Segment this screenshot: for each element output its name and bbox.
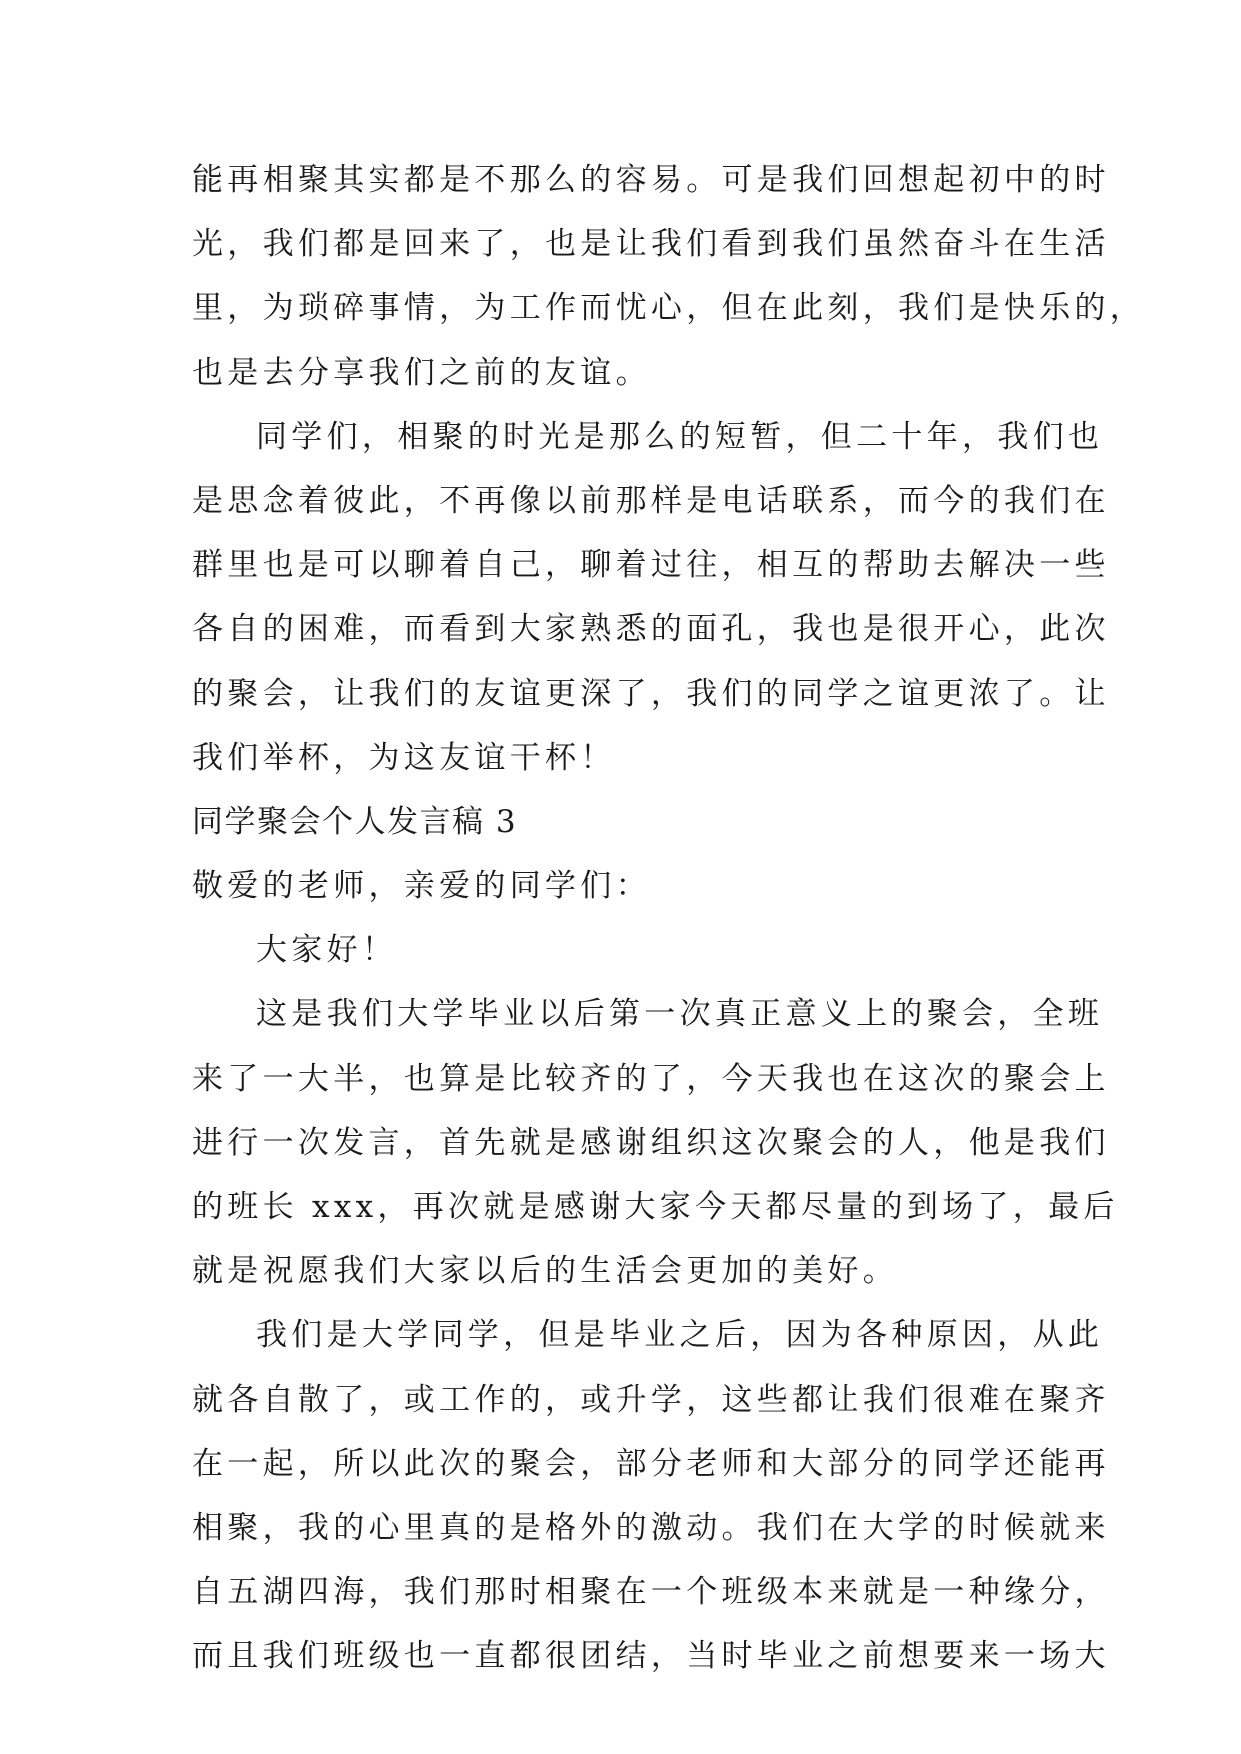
section-heading: 同学聚会个人发言稿 3 bbox=[192, 803, 518, 840]
text-line: 就各自散了，或工作的，或升学，这些都让我们很难在聚齐 bbox=[192, 1381, 1110, 1418]
paragraph-start-line: 这是我们大学毕业以后第一次真正意义上的聚会，全班 bbox=[256, 996, 1104, 1033]
text-line: 我们举杯，为这友谊干杯！ bbox=[192, 739, 616, 776]
text-line: 也是去分享我们之前的友谊。 bbox=[192, 354, 651, 391]
greeting: 大家好！ bbox=[256, 932, 398, 969]
text-line: 在一起，所以此次的聚会，部分老师和大部分的同学还能再 bbox=[192, 1445, 1110, 1482]
text-line: 群里也是可以聊着自己，聊着过往，相互的帮助去解决一些 bbox=[192, 547, 1110, 584]
salutation: 敬爱的老师，亲爱的同学们： bbox=[192, 868, 651, 905]
text-line: 相聚，我的心里真的是格外的激动。我们在大学的时候就来 bbox=[192, 1509, 1110, 1546]
text-line: 是思念着彼此，不再像以前那样是电话联系，而今的我们在 bbox=[192, 482, 1110, 519]
text-line: 进行一次发言，首先就是感谢组织这次聚会的人，他是我们 bbox=[192, 1124, 1110, 1161]
text-line: 光，我们都是回来了，也是让我们看到我们虽然奋斗在生活 bbox=[192, 226, 1110, 263]
text-line: 自五湖四海，我们那时相聚在一个班级本来就是一种缘分， bbox=[192, 1574, 1110, 1611]
text-line: 而且我们班级也一直都很团结，当时毕业之前想要来一场大 bbox=[192, 1638, 1110, 1675]
text-line: 能再相聚其实都是不那么的容易。可是我们回想起初中的时 bbox=[192, 162, 1110, 198]
text-line: 里，为琐碎事情，为工作而忧心，但在此刻，我们是快乐的， bbox=[192, 290, 1146, 327]
text-line: 各自的困难，而看到大家熟悉的面孔，我也是很开心，此次 bbox=[192, 611, 1110, 648]
text-line: 来了一大半，也算是比较齐的了，今天我也在这次的聚会上 bbox=[192, 1060, 1110, 1097]
document-body bbox=[192, 148, 1146, 1689]
paragraph-start-line: 同学们，相聚的时光是那么的短暂，但二十年，我们也 bbox=[256, 418, 1104, 455]
paragraph-start-line: 我们是大学同学，但是毕业之后，因为各种原因，从此 bbox=[256, 1317, 1104, 1354]
text-line: 的聚会，让我们的友谊更深了，我们的同学之谊更浓了。让 bbox=[192, 675, 1110, 712]
text-line: 就是祝愿我们大家以后的生活会更加的美好。 bbox=[192, 1253, 898, 1290]
text-line: 的班长 xxx，再次就是感谢大家今天都尽量的到场了，最后 bbox=[192, 1189, 1119, 1225]
